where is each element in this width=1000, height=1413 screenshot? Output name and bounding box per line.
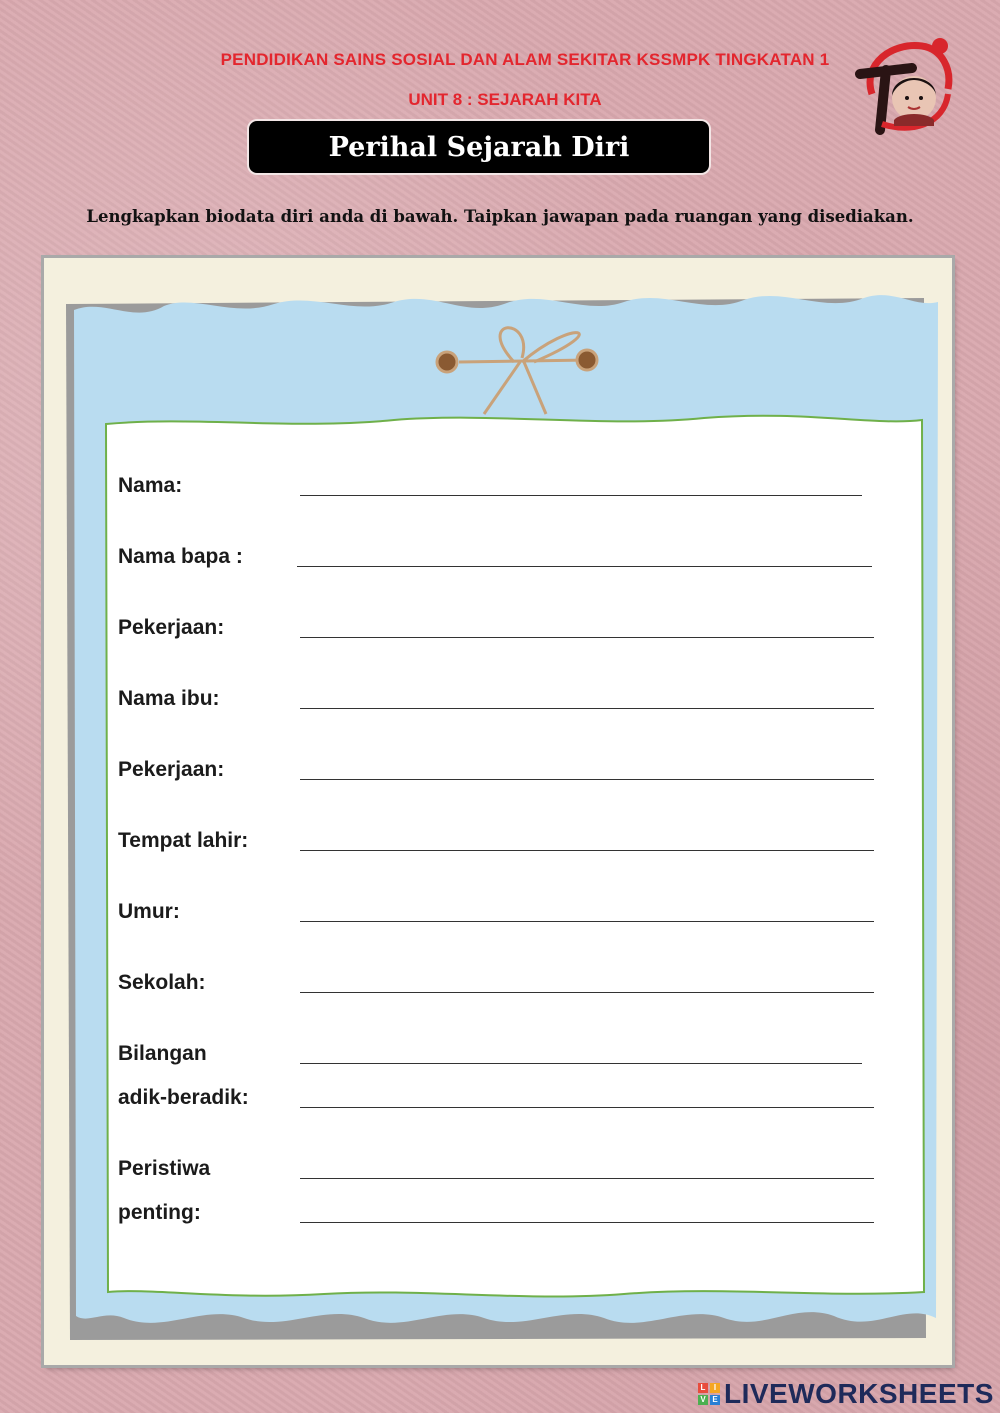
title-banner <box>249 121 709 173</box>
field-label: Nama ibu: <box>118 687 220 710</box>
field-label: Nama: <box>118 474 183 497</box>
field-label: Pekerjaan: <box>118 616 225 639</box>
liveworksheets-logo <box>698 1380 994 1408</box>
answer-line[interactable] <box>300 1063 862 1064</box>
field-label: Pekerjaan: <box>118 758 225 781</box>
answer-line[interactable] <box>297 566 872 567</box>
field-label: Umur: <box>118 900 180 923</box>
answer-line[interactable] <box>300 850 874 851</box>
unit-heading: UNIT 8 : SEJARAH KITA <box>408 90 602 109</box>
answer-line[interactable] <box>300 1178 874 1179</box>
answer-line[interactable] <box>300 992 874 993</box>
answer-line[interactable] <box>300 779 874 780</box>
teacher-logo-icon <box>852 34 956 138</box>
field-label: Nama bapa : <box>118 545 243 568</box>
answer-line[interactable] <box>300 921 874 922</box>
field-label: penting: <box>118 1201 201 1224</box>
badge-letter: L <box>698 1383 708 1393</box>
brand-name: LIVEWORKSHEETS <box>724 1378 994 1409</box>
badge-letter: I <box>710 1383 720 1393</box>
field-label: Bilangan <box>118 1042 207 1065</box>
badge-letter: V <box>698 1395 708 1405</box>
frame-decoration <box>44 258 952 1365</box>
field-label: adik-beradik: <box>118 1086 249 1109</box>
field-label: Sekolah: <box>118 971 206 994</box>
badge-letter: E <box>710 1395 720 1405</box>
answer-line[interactable] <box>300 708 874 709</box>
field-label: Peristiwa <box>118 1157 211 1180</box>
answer-line[interactable] <box>300 1107 874 1108</box>
page-title: Perihal Sejarah Diri <box>328 131 630 163</box>
answer-line[interactable] <box>300 637 874 638</box>
field-label: Tempat lahir: <box>118 829 249 852</box>
subject-heading: PENDIDIKAN SAINS SOSIAL DAN ALAM SEKITAR KSSMPK TINGKATAN 1 <box>220 50 830 69</box>
answer-line[interactable] <box>300 1222 874 1223</box>
instruction-text: Lengkapkan biodata diri anda di bawah. Taipkan jawapan pada ruangan yang disediakan. <box>86 207 914 226</box>
live-badge-icon <box>698 1383 720 1405</box>
answer-line[interactable] <box>300 495 862 496</box>
